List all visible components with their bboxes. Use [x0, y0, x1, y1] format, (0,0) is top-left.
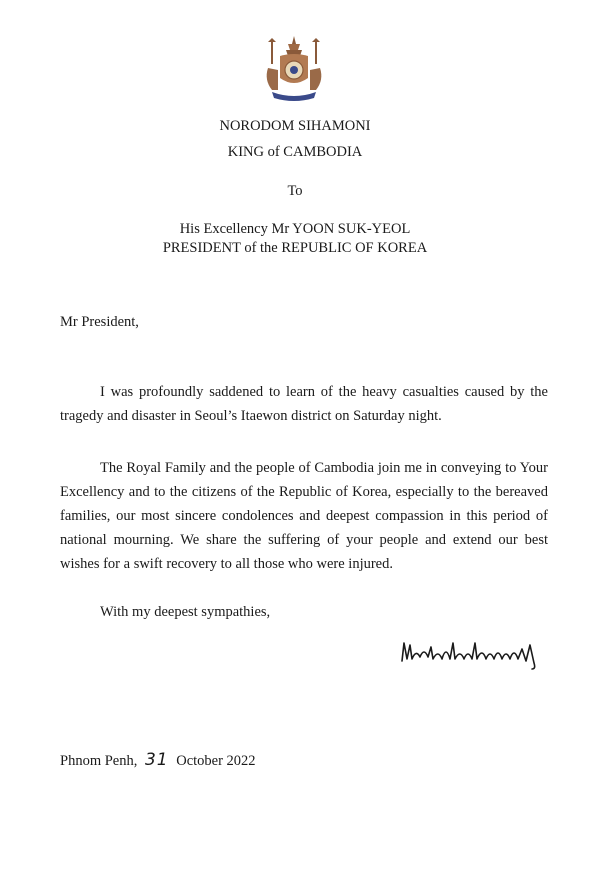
paragraph-1-text: I was profoundly saddened to learn of the heavy casualties caused by the tragedy and disaster in Seoul’s Itaewon district on Saturday night.	[60, 384, 548, 424]
royal-arms-emblem-icon	[258, 34, 330, 104]
sender-name: NORODOM SIHAMONI	[219, 118, 371, 134]
date-day: 31	[144, 750, 169, 770]
closing: With my deepest sympathies,	[100, 604, 271, 620]
paragraph-2-text: The Royal Family and the people of Cambodia join me in conveying to Your Excellency and to the citizens of the Republic of Korea, especially to the bereaved families, our most sincere condolences and deepest compassion in this period of national mourning. We share the suffering of your people and extend our best wishes for a swift recovery to all those who were injured.	[60, 460, 548, 572]
paragraph-1	[60, 380, 548, 428]
paragraph-2	[60, 456, 548, 576]
date-place: Phnom Penh,	[60, 753, 138, 769]
recipient-title: PRESIDENT of the REPUBLIC OF KOREA	[162, 240, 428, 256]
date-line	[60, 750, 256, 770]
signature-image	[398, 635, 544, 671]
date-month-year: October 2022	[176, 753, 256, 769]
sender-title: KING of CAMBODIA	[227, 144, 363, 160]
recipient-name: His Excellency Mr YOON SUK-YEOL	[179, 221, 411, 237]
salutation: Mr President,	[60, 314, 139, 330]
to-label: To	[287, 183, 303, 199]
